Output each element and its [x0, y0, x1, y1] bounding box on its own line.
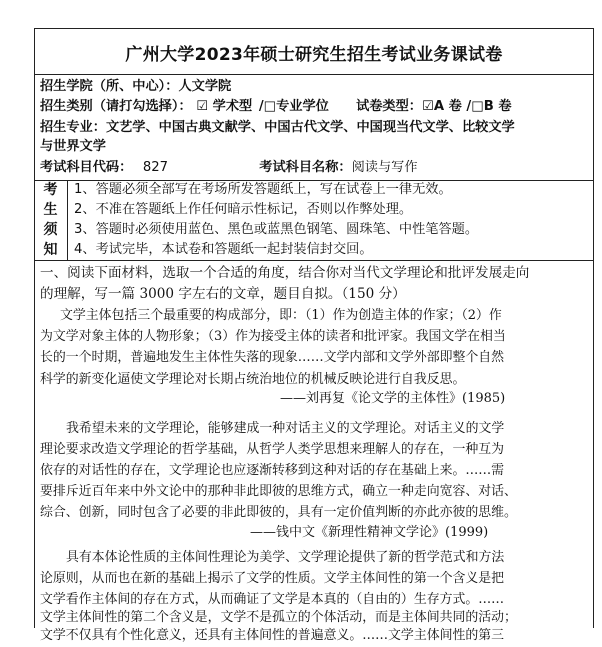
notice-item: 4、考试完毕，本试卷和答题纸一起封装信封交回。 — [74, 242, 373, 257]
notice-item: 2、不准在答题纸上作任何暗示性标记，否则以作弊处理。 — [74, 202, 413, 217]
passage-source: ——钱中文《新理性精神文学论》(1999) — [250, 525, 489, 540]
divider — [34, 74, 594, 75]
code-label: 考试科目代码： — [40, 160, 133, 175]
passage-line: 科学的新变化逼使文学理论对长期占统治地位的机械反映论进行自我反思。 — [40, 372, 466, 387]
paper-type-label: 试卷类型： — [356, 99, 422, 114]
major-line1: 文艺学、中国古典文献学、中国古代文学、中国现当代文学、比较文学 — [105, 120, 515, 135]
passage-line: 依存的对话性的存在，文学理论也应逐渐转移到这种对话的存在基础上来。……需 — [40, 463, 505, 478]
passage-line: 为文学对象主体的人物形象；（3）作为接受主体的读者和批评家。我国文学在相当 — [40, 329, 506, 344]
question-line: 的理解，写一篇 3000 字左右的文章，题目自拟。（150 分） — [40, 286, 406, 302]
major-row-2 — [40, 137, 590, 156]
notice-char: 须 — [43, 222, 58, 238]
checkbox-professional[interactable]: □ — [263, 99, 277, 114]
question-line: 一、阅读下面材料，选取一个合适的角度，结合你对当代文学理论和批评发展走向 — [40, 265, 530, 281]
institute-row — [40, 77, 590, 96]
divider — [34, 260, 594, 261]
passage-line: 文学主体包括三个最重要的构成部分，即：（1）作为创造主体的作家；（2）作 — [60, 308, 502, 323]
passage-source: ——刘再复《论文学的主体性》(1985) — [280, 391, 506, 406]
category-row: 招生类别（请打勾选择）： ☑ 学术型 /□专业学位 试卷类型：☑A 卷 /□B 卷 — [40, 99, 512, 114]
notice-label — [34, 180, 68, 260]
category-label: 招生类别（请打勾选择）： — [40, 99, 192, 114]
passage-line: 理论要求改造文学理论的哲学基础，从哲学人类学思想来理解人的存在，一种互为 — [40, 442, 505, 457]
institute-label: 招生学院（所、中心）： — [40, 79, 179, 94]
code-value: 827 — [142, 160, 169, 175]
institute-value: 人文学院 — [178, 79, 232, 94]
major-label: 招生专业： — [40, 120, 106, 135]
passage-line: 长的一个时期，普遍地发生主体性失落的现象……文学内部和文学外部即整个自然 — [40, 350, 505, 365]
checkbox-paper-a[interactable]: ☑ — [422, 99, 434, 114]
major-row — [40, 118, 590, 137]
major-line2: 与世界文学 — [40, 139, 106, 154]
category-academic: 学术型 — [212, 99, 253, 114]
subject-row — [40, 158, 590, 177]
passage-line: 要排斥近百年来中外文论中的那种非此即彼的思维方式，确立一种走向宽容、对话、 — [40, 484, 517, 499]
paper-b: B 卷 — [483, 99, 512, 114]
passage-line: 文学不仅具有个性化意义，还具有主体间性的普遍意义。……文学主体间性的第三 — [40, 628, 505, 643]
category-professional: 专业学位 — [276, 99, 329, 114]
passage-line: 论原则，从而也在新的基础上揭示了文学的性质。文学主体间性的第一个含义是把 — [40, 571, 505, 586]
notice-item: 1、答题必须全部写在考场所发答题纸上，写在试卷上一律无效。 — [74, 182, 452, 197]
passage-line: 具有本体论性质的主体间性理论为美学、文学理论提供了新的哲学范式和方法 — [66, 550, 505, 565]
checkbox-academic[interactable]: ☑ — [196, 99, 209, 114]
notice-char: 考 — [43, 182, 58, 198]
passage-line: 文学看作主体间的存在方式，从而确证了文学是本真的（自由的）生存方式。…… — [40, 592, 505, 607]
passage-line: 我希望未来的文学理论，能够建成一种对话主义的文学理论。对话主义的文学 — [66, 421, 505, 436]
subject-label: 考试科目名称： — [259, 160, 352, 175]
exam-title: 广州大学2023年硕士研究生招生考试业务课试卷 — [125, 45, 503, 65]
notice-char: 知 — [43, 242, 58, 258]
checkbox-paper-b[interactable]: □ — [471, 99, 484, 114]
paper-a: A 卷 — [433, 99, 462, 114]
passage-line: 综合、创新，同时包含了必要的非此即彼的，具有一定价值判断的亦此亦彼的思维。 — [40, 505, 517, 520]
notice-char: 生 — [43, 202, 58, 218]
notice-item: 3、答题时必须使用蓝色、黑色或蓝黑色钢笔、圆珠笔、中性笔答题。 — [74, 222, 479, 237]
subject-value: 阅读与写作 — [351, 160, 418, 175]
passage-line: 文学主体间性的第二个含义是，文学不是孤立的个体活动，而是主体间共同的活动； — [40, 610, 517, 625]
